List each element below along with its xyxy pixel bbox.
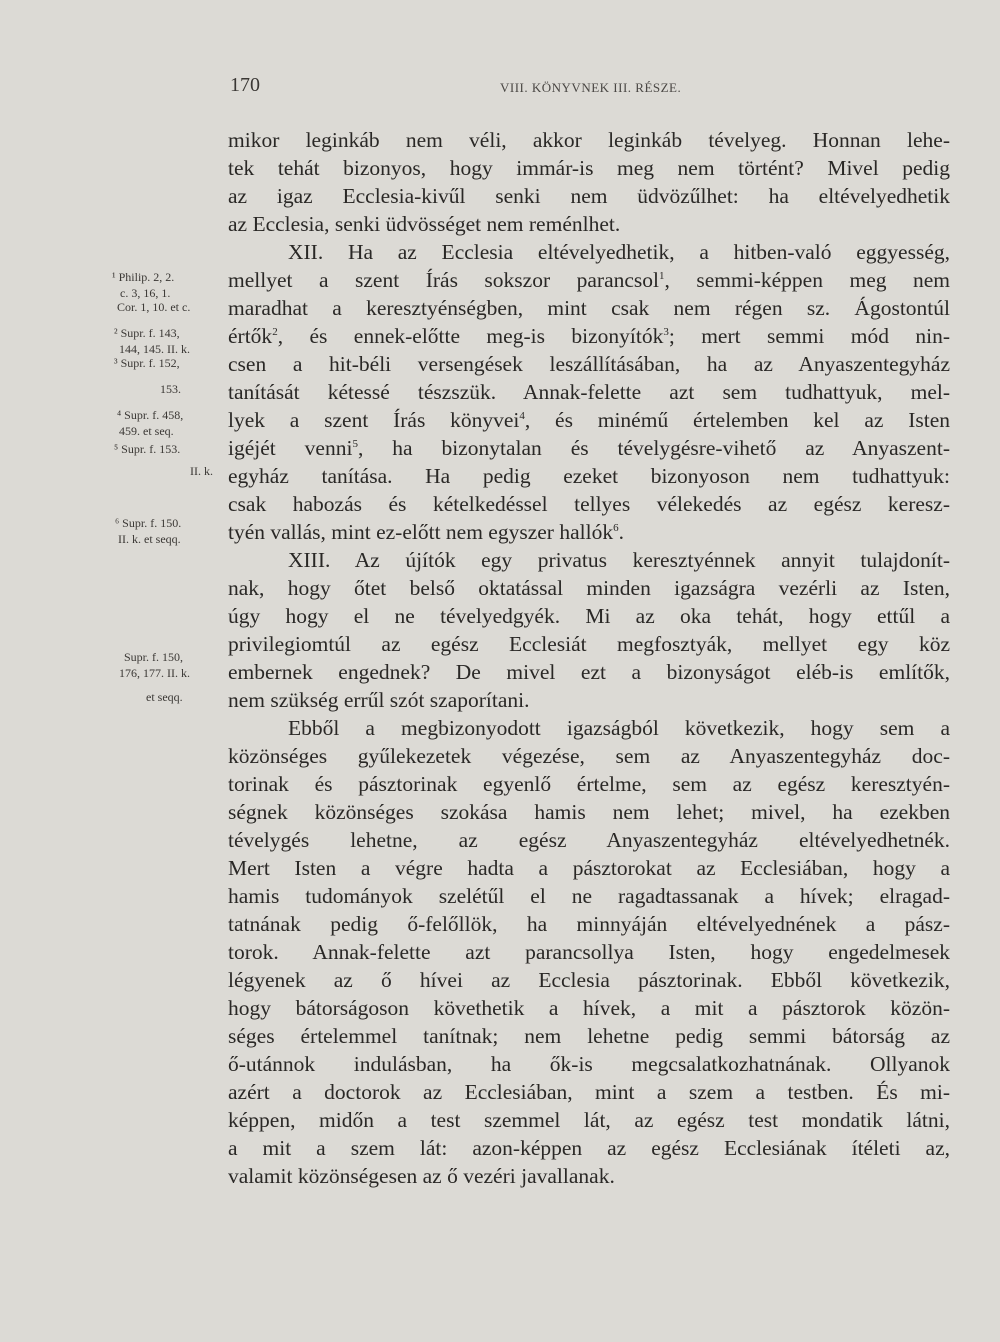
margin-note: Supr. f. 150, xyxy=(124,650,184,664)
footnote-marker: 2 xyxy=(272,325,278,338)
text-line: séges értelemmel tanítnak; nem lehetne pedig semmi bátorság az xyxy=(228,1024,950,1048)
margin-note: ⁴ Supr. f. 458, xyxy=(117,408,184,422)
footnote-marker: 5 xyxy=(352,437,358,450)
text-line: nak, hogy őtet belső oktatással minden igazságra vezérli az Isten, xyxy=(228,576,950,600)
text-line: nem szükség errűl szót szaporítani. xyxy=(228,688,530,712)
text-line: maradhat a keresztyénségben, mint csak nem régen sz. Ágostontúl xyxy=(228,296,950,320)
text-line: embernek engednek? De mivel ezt a bizonyságot eléb-is említők, xyxy=(228,660,950,684)
section-start-line: XII. Ha az Ecclesia eltévelyedhetik, a hitben-való eggyesség, xyxy=(288,240,950,264)
text-line: hogy bátorságoson követhetik a hívek, a mit a pásztorok közön- xyxy=(228,996,950,1020)
text-line: ségnek közönséges szokása hamis nem lehet; mivel, ha ezekben xyxy=(228,800,950,824)
footnote-marker: 3 xyxy=(663,325,669,338)
text-line: az igaz Ecclesia-kivűl senki nem üdvözűlhet: ha eltévelyedhetik xyxy=(228,184,950,208)
text-line: csen a hit-béli versengések leszállításában, ha az Anyaszentegyház xyxy=(228,352,950,376)
text-line: lyek a szent Írás könyvei$^4$, és minémű értelemben kel az Isten xyxy=(228,408,950,432)
paragraph-start-line: Ebből a megbizonyodott igazságból következik, hogy sem a xyxy=(288,716,950,740)
text-line: az Ecclesia, senki üdvösséget nem reménlhet. xyxy=(228,212,621,236)
text-line: igéjét venni$^5$, ha bizonytalan és tévelygésre-vihető az Anyaszent- xyxy=(228,436,950,460)
margin-note: et seqq. xyxy=(146,690,183,704)
text-line: a mit a szem lát: azon-képpen az egész Ecclesiának ítéleti az, xyxy=(228,1136,950,1160)
text-line: azért a doctorok az Ecclesiában, mint a szem a testben. És mi- xyxy=(228,1080,950,1104)
margin-note: ² Supr. f. 143, xyxy=(114,326,180,340)
text-line: tatnának pedig ő-felőllök, ha minnyáján eltévelyednének a pász- xyxy=(228,912,950,936)
text-line: privilegiomtúl az egész Ecclesiát megfosztyák, mellyet egy köz xyxy=(228,632,950,656)
margin-note: II. k. xyxy=(190,464,213,478)
margin-note: ¹ Philip. 2, 2. xyxy=(112,270,175,284)
running-head: VIII. KÖNYVNEK III. RÉSZE. xyxy=(500,80,682,95)
text-line: közönséges gyűlekezetek végezése, sem az Anyaszentegyház doc- xyxy=(228,744,950,768)
text-line: tévelygés lehetne, az egész Anyaszentegyház eltévelyedhetnék. xyxy=(228,828,950,852)
section-start-line: XIII. Az újítók egy privatus keresztyénnek annyit tulajdonít- xyxy=(288,548,950,572)
text-line: torok. Annak-felette azt parancsollya Isten, hogy engedelmesek xyxy=(228,940,950,964)
text-line: légyenek az ő hívei az Ecclesia pásztorinak. Ebből következik, xyxy=(228,968,950,992)
text-line: torinak és pásztorinak egyenlő értelme, sem az egész keresztyén- xyxy=(228,772,950,796)
text-line: tyén vallás, mint ez-előtt nem egyszer hallók$^6$. xyxy=(228,520,624,544)
text-line: tek tehát bizonyos, hogy immár-is meg nem történt? Mivel pedig xyxy=(228,156,950,180)
text-line: értők$^2$, és ennek-előtte meg-is bizonyítók$^3$; mert semmi mód nin- xyxy=(228,324,951,348)
margin-note: ⁵ Supr. f. 153. xyxy=(114,442,181,456)
page-header xyxy=(230,74,950,100)
text-line: mikor leginkáb nem véli, akkor leginkáb tévelyeg. Honnan lehe- xyxy=(228,128,950,152)
page-number: 170 xyxy=(230,74,260,96)
text-line: egyház tanítása. Ha pedig ezeket bizonyoson nem tudhattyuk: xyxy=(228,464,950,488)
margin-note: Cor. 1, 10. et c. xyxy=(117,300,191,314)
margin-note: 153. xyxy=(160,382,181,396)
text-line: úgy hogy el ne tévelyedgyék. Mi az oka tehát, hogy ettűl a xyxy=(228,604,950,628)
text-line: hamis tudományok szelétűl el ne ragadtassanak a hívek; elragad- xyxy=(228,884,950,908)
text-line: csak habozás és kételkedéssel tellyes vélekedés az egész keresz- xyxy=(228,492,950,516)
margin-note: 176, 177. II. k. xyxy=(119,666,190,680)
text-line: mellyet a szent Írás sokszor parancsol$^1$, semmi-képpen meg nem xyxy=(228,268,951,292)
margin-note: c. 3, 16, 1. xyxy=(120,286,171,300)
footnote-marker: 1 xyxy=(659,269,665,282)
text-line: Mert Isten a végre hadta a pásztorokat az Ecclesiában, hogy a xyxy=(228,856,950,880)
margin-note: II. k. et seqq. xyxy=(118,532,181,546)
text-line: ő-utánnok indulásban, ha ők-is megcsalatkozhatnának. Ollyanok xyxy=(228,1052,950,1076)
margin-note: 459. et seq. xyxy=(119,424,174,438)
text-line: tanítását kétessé tészszük. Annak-felette azt sem tudhattyuk, mel- xyxy=(228,380,950,404)
text-line: valamit közönségesen az ő vezéri javallanak. xyxy=(228,1164,615,1188)
margin-note: 144, 145. II. k. xyxy=(119,342,190,356)
footnote-marker: 4 xyxy=(519,409,525,422)
margin-note: ³ Supr. f. 152, xyxy=(114,356,180,370)
footnote-marker: 6 xyxy=(613,521,619,534)
margin-note: ⁶ Supr. f. 150. xyxy=(115,516,182,530)
text-line: képpen, midőn a test szemmel lát, az egész test mondatik látni, xyxy=(228,1108,950,1132)
